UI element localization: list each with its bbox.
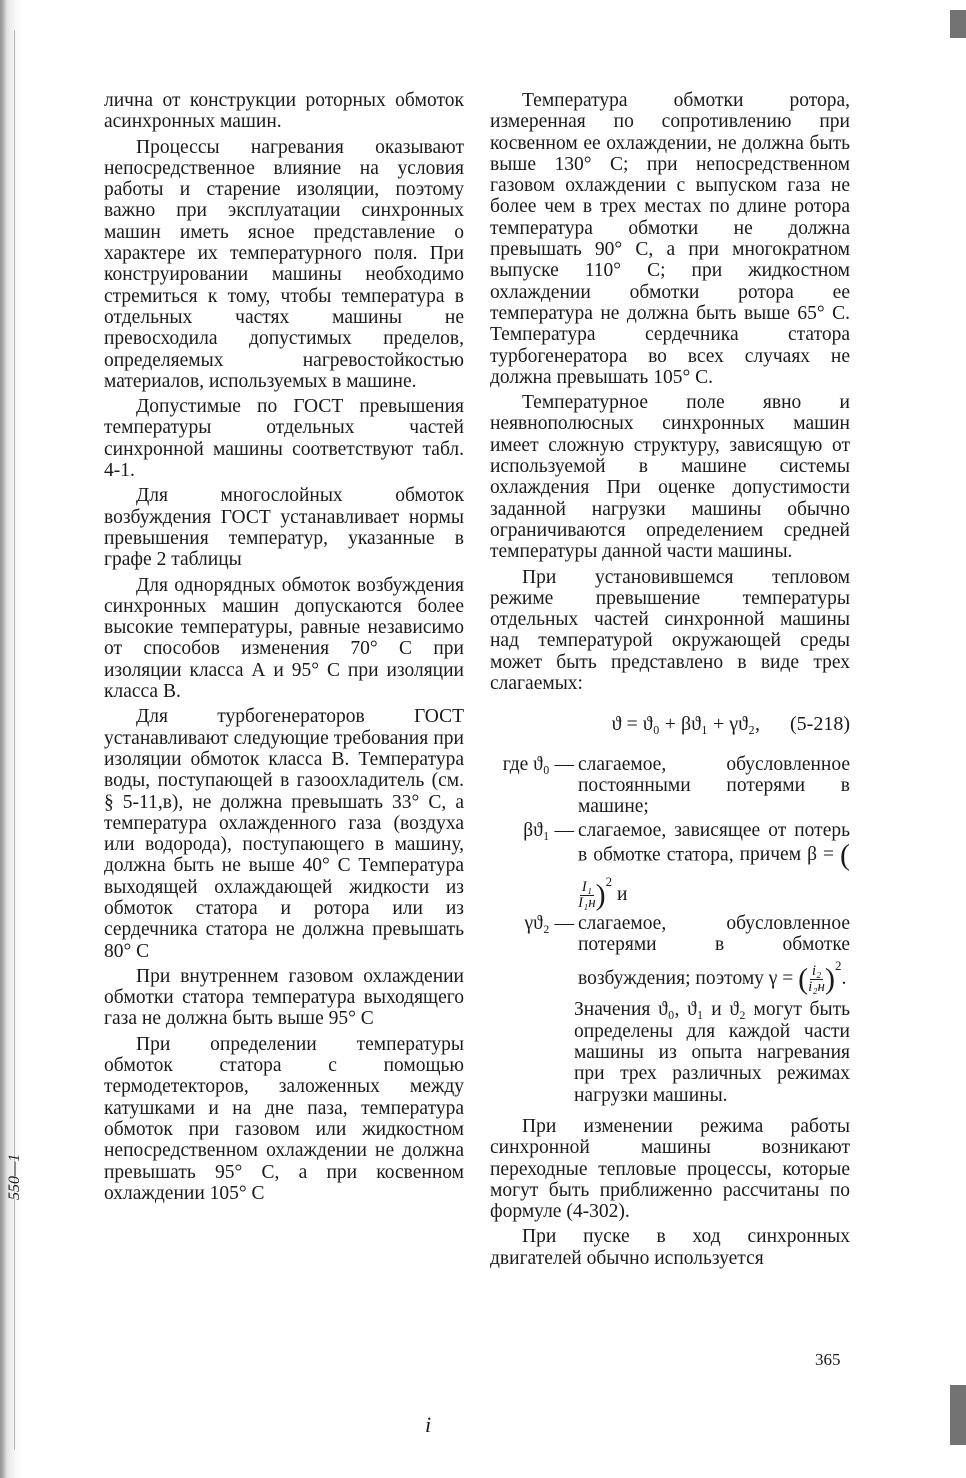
right-column-bottom-paragraphs xyxy=(490,1116,850,1269)
definition-symbol: γϑ₂ — xyxy=(524,912,574,934)
stray-mark: i xyxy=(425,1412,432,1437)
definition-gamma-theta2 xyxy=(490,913,850,996)
definition-text: слагаемое, обусловленное постоянными потерями в машине; xyxy=(578,753,850,818)
beta-denominator: I₁н xyxy=(578,894,596,911)
gamma-suffix: . xyxy=(841,968,847,990)
formula-5-218 xyxy=(490,714,850,735)
definition-symbol: βϑ₁ — xyxy=(523,819,574,841)
beta-exponent: 2 xyxy=(605,873,613,889)
definition-symbol: где ϑ₀ — xyxy=(502,753,574,775)
gamma-numerator: i₂ xyxy=(811,963,822,980)
formula-number: (5-218) xyxy=(790,713,850,736)
scan-edge-shadow xyxy=(0,0,22,1478)
definition-text: слагаемое, зависящее от потерь в обмотке статора, xyxy=(578,819,850,866)
paragraph: При внутреннем газовом охлаждении обмотки статора температура выходящего газа не должна быть выше 95° С xyxy=(104,965,464,1030)
definition-text: слагаемое, обусловленное потерями в обмотке возбуждения; xyxy=(578,912,850,990)
paragraph: При изменении режима работы синхронной машины возникают переходные тепловые процессы, которые могут быть приближенно рассчитаны по формуле (4-302). xyxy=(490,1115,850,1223)
paragraph: При установившемся тепловом режиме превышение температуры отдельных частей синхронной машины над температурой окружающей среды может быть представлено в виде трех слагаемых: xyxy=(490,566,850,695)
formula-expression: ϑ = ϑ₀ + βϑ₁ + γϑ₂, xyxy=(611,713,761,736)
gamma-denominator: i₂н xyxy=(808,979,825,996)
definition-beta-theta1 xyxy=(490,820,850,911)
paragraph: Температура обмотки ротора, измеренная по сопротивлению при косвенном ее охлаждении, не должна быть выше 130° С; при непосредственном газовом охлаждении с выпуском газа не более чем в трех местах по длине ротора температура обмотки не должна превышать 90° С, а при многократном выпуске 110° С; при жидкостном охлаждении обмотки ротора ее температура не должна быть выше 65° С. Температура сердечника статора турбогенератора во всех случаях не должна превышать 105° С. xyxy=(490,90,850,388)
definition-body xyxy=(578,913,850,996)
gamma-prefix: поэтому γ = xyxy=(695,968,794,990)
beta-suffix: и xyxy=(617,883,628,905)
scan-edge-line xyxy=(14,30,15,1450)
beta-numerator: I₁ xyxy=(581,878,592,895)
paragraph: Допустимые по ГОСТ превышения температуры отдельных частей синхронной машины соответствуют табл. 4-1. xyxy=(104,396,464,482)
paragraph: Для турбогенераторов ГОСТ устанавливают следующие требования при изоляции обмоток класса В. Температура воды, поступающей в газоохладитель (см. § 5-11,в), не должна превышать 33° С, а температура охлажденного газа (воздуха или водорода), поступающего в машину, должна быть не выше 40° С Температура выходящей охлаждающей жидкости из обмоток статора и ротора или из сердечника статора не должна превышать 80° С xyxy=(104,706,464,962)
open-paren: ( xyxy=(840,838,851,872)
gamma-fraction xyxy=(808,964,825,995)
scan-edge-mark-bottom xyxy=(950,1385,966,1445)
paragraph: Для однорядных обмоток возбуждения синхронных машин допускаются более высокие температуры, равные независимо от способов изменения 70° С при изоляции класса А и 95° С при изоляции класса В. xyxy=(104,574,464,703)
close-paren: ) xyxy=(595,878,606,912)
open-paren: ( xyxy=(798,962,809,996)
left-column xyxy=(104,90,464,1208)
paragraph: При пуске в ход синхронных двигателей обычно используется xyxy=(490,1226,850,1269)
beta-prefix: причем β = xyxy=(739,844,835,866)
close-paren: ) xyxy=(824,962,835,996)
right-column xyxy=(490,90,850,1273)
right-column-top-paragraphs xyxy=(490,90,850,694)
paragraph: Для многослойных обмоток возбуждения ГОСТ устанавливает нормы превышения температур, указанные в графе 2 таблицы xyxy=(104,485,464,571)
paragraph: Процессы нагревания оказывают непосредственное влияние на условия работы и старение изоляции, поэтому важно при эксплуатации синхронных машин иметь ясное представление о характере их температурного поля. При конструировании машины необходимо стремиться к тому, чтобы температура в отдельных частях машины не превосходила допустимых пределов, определяемых нагревостойкостью материалов, используемых в машине. xyxy=(104,136,464,392)
scan-edge-mark-top xyxy=(950,10,966,38)
side-stamp: 550—1 xyxy=(6,1153,23,1200)
paragraph: При определении температуры обмоток статора с помощью термодетекторов, заложенных между катушками и на дне паза, температура обмоток при газовом или жидкостном непосредственном охлаждении не должна превышать 95° С, а при косвенном охлаждении 105° С xyxy=(104,1033,464,1204)
gamma-formula xyxy=(695,958,847,996)
definition-body xyxy=(578,820,850,911)
paragraph: лична от конструкции роторных обмоток асинхронных машин. xyxy=(104,90,464,133)
definition-theta0 xyxy=(490,754,850,818)
formula-definitions xyxy=(490,754,850,1106)
paragraph: Температурное поле явно и неявнополюсных синхронных машин имеет сложную структуру, зависящую от используемой в машине системы охлаждения При оценке допустимости заданной нагрузки машины обычно ограничиваются определением средней температуры данной части машины. xyxy=(490,392,850,563)
gamma-exponent: 2 xyxy=(834,958,842,974)
page-number: 365 xyxy=(815,1350,841,1369)
beta-fraction xyxy=(578,880,596,911)
definition-note: Значения ϑ₀, ϑ₁ и ϑ₂ могут быть определены для каждой части машины из опыта нагревания при трех различных режимах нагрузки машины. xyxy=(574,999,850,1106)
